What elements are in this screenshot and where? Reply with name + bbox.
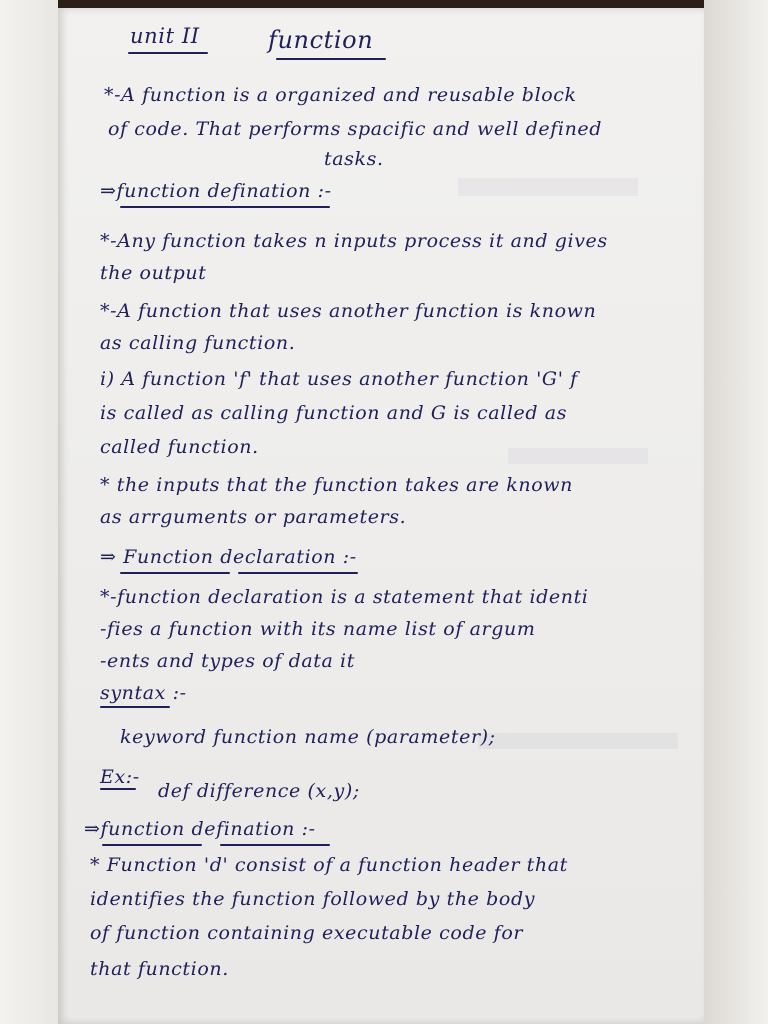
section-underline — [120, 206, 330, 208]
note-line: * the inputs that the function takes are known — [100, 474, 573, 496]
syntax-line: keyword function name (parameter); — [120, 726, 496, 748]
note-line: -ents and types of data it — [100, 650, 355, 672]
note-line: identifies the function followed by the body — [90, 888, 536, 910]
example-code: def difference (x,y); — [158, 780, 360, 802]
note-line: of code. That performs spacific and well defined — [108, 118, 603, 140]
note-line: *-A function that uses another function is known — [100, 300, 597, 322]
note-line: that function. — [90, 958, 229, 980]
note-line: the output — [100, 262, 207, 284]
syntax-label: syntax :- — [100, 682, 187, 704]
photo-background-right — [704, 0, 768, 1024]
bleed-through-mark — [478, 733, 678, 749]
note-line: *-A function is a organized and reusable block — [104, 84, 577, 106]
section-heading: ⇒ Function declaration :- — [100, 546, 357, 568]
note-line: as arrguments or parameters. — [100, 506, 407, 528]
section-underline — [102, 844, 202, 846]
bleed-through-mark — [508, 448, 648, 464]
note-line: * Function 'd' consist of a function header that — [90, 854, 568, 876]
unit-heading: unit II — [130, 24, 200, 48]
section-heading: ⇒function defination :- — [84, 818, 316, 840]
note-line: called function. — [100, 436, 259, 458]
note-line: is called as calling function and G is called as — [100, 402, 568, 424]
note-line: as calling function. — [100, 332, 296, 354]
note-line: of function containing executable code for — [90, 922, 524, 944]
section-heading: ⇒function defination :- — [100, 180, 332, 202]
photo-background-left — [0, 0, 58, 1024]
section-underline — [238, 572, 358, 574]
note-line: i) A function 'f' that uses another function 'G' f — [100, 368, 578, 390]
example-label: Ex:- — [100, 766, 140, 788]
page-title: function — [268, 26, 374, 54]
example-underline — [100, 788, 136, 790]
note-line: tasks. — [324, 148, 384, 170]
note-line: *-Any function takes n inputs process it and gives — [100, 230, 608, 252]
unit-underline — [128, 52, 208, 54]
bleed-through-mark — [458, 178, 638, 196]
note-line: *-function declaration is a statement that identi — [100, 586, 589, 608]
section-underline — [120, 572, 230, 574]
syntax-underline — [100, 706, 170, 708]
notebook-page — [58, 8, 704, 1024]
section-underline — [220, 844, 330, 846]
note-line: -fies a function with its name list of argum — [100, 618, 536, 640]
title-underline — [276, 58, 386, 60]
